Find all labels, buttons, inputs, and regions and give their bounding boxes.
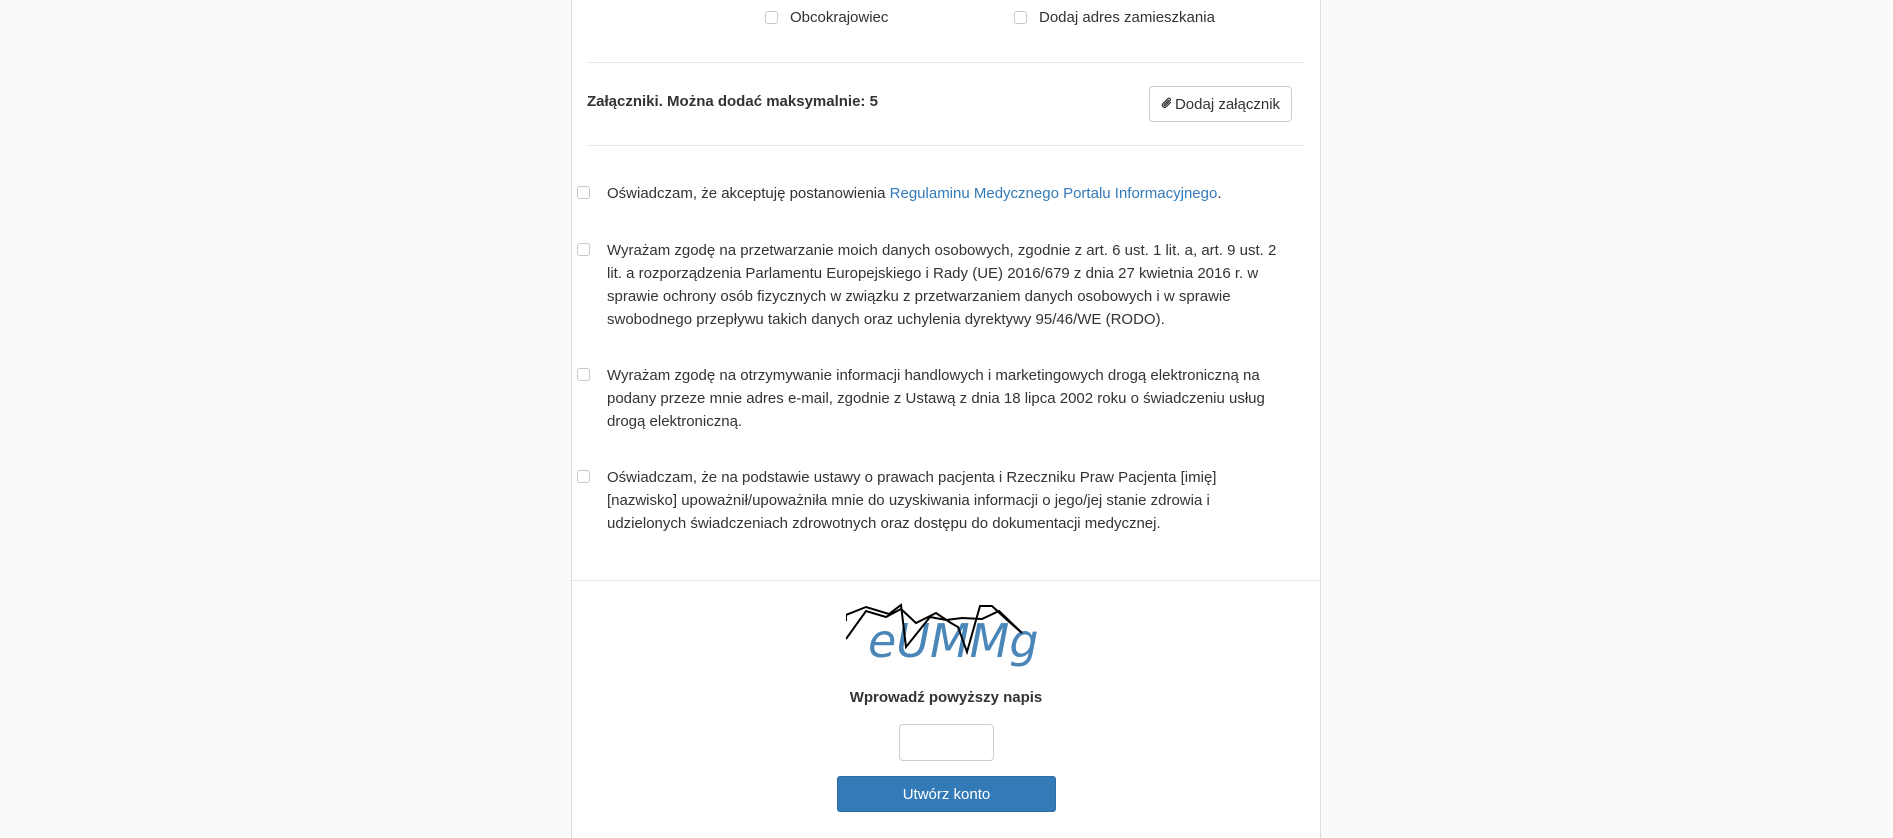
section-divider [572,580,1320,581]
add-address-label: Dodaj adres zamieszkania [1039,9,1215,26]
consent-terms-prefix: Oświadczam, że akceptuję postanowienia [607,185,890,202]
add-address-checkbox[interactable] [1014,11,1027,24]
captcha-input[interactable] [899,724,994,761]
create-account-button[interactable]: Utwórz konto [837,776,1056,812]
consent-patient-rights-text: Oświadczam, że na podstawie ustawy o prawach pacjenta i Rzeczniku Praw Pacjenta [imię] [nazwisko] upoważnił/upoważniła mnie do uzyskiwania informacji o jego/jej stanie zdrowia i udzielonych świadczeniach zdrowotnych oraz dostępu do dokumentacji medycznej. [607,469,1217,532]
terms-link[interactable]: Regulaminu Medycznego Portalu Informacyjnego [889,185,1218,202]
attachments-title: Załączniki. Można dodać maksymalnie: 5 [587,93,878,110]
consent-gdpr-checkbox[interactable] [577,243,590,256]
consent-terms-checkbox[interactable] [577,186,590,199]
captcha-label: Wprowadź powyższy napis [849,689,1043,706]
registration-form-card [571,0,1321,838]
paperclip-icon [1161,96,1173,113]
consent-patient-rights-checkbox[interactable] [577,470,590,483]
consent-terms-suffix: . [1217,185,1222,202]
consent-marketing-text: Wyrażam zgodę na otrzymywanie informacji handlowych i marketingowych drogą elektroniczną na podany przeze mnie adres e-mail, zgodnie z Ustawą z dnia 18 lipca 2002 roku o świadczeniu usług drogą elektroniczną. [607,367,1265,430]
divider [587,145,1304,146]
add-attachment-label: Dodaj załącznik [1174,95,1281,113]
foreigner-label: Obcokrajowiec [790,9,889,26]
add-attachment-button[interactable] [1149,86,1292,122]
divider [587,62,1304,63]
captcha-image [846,601,1046,667]
consent-marketing-checkbox[interactable] [577,368,590,381]
consent-gdpr-text: Wyrażam zgodę na przetwarzanie moich danych osobowych, zgodnie z art. 6 ust. 1 lit. a, art. 9 ust. 2 lit. a rozporządzenia Parlamentu Europejskiego i Rady (UE) 2016/679 z dnia 27 kwietnia 2016 r. w sprawie ochrony osób fizycznych w związku z przetwarzaniem danych osobowych i w sprawie swobodnego przepływu takich danych oraz uchylenia dyrektywy 95/46/WE (RODO). [607,242,1277,328]
captcha-text: eUMMg [868,614,1039,667]
consent-terms-text [607,182,1277,205]
foreigner-checkbox[interactable] [765,11,778,24]
